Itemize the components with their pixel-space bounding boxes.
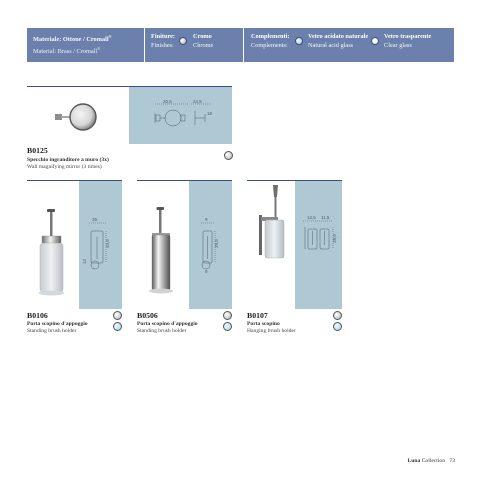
dimension-label: 11,5 bbox=[321, 215, 330, 220]
product-name-en: Wall magnifying mirror (3 times) bbox=[27, 164, 102, 170]
dimension-label: 35 bbox=[92, 217, 98, 222]
page-footer bbox=[408, 458, 455, 464]
technical-drawing-mirror bbox=[129, 87, 232, 144]
registered-mark-en: ® bbox=[97, 45, 101, 51]
satin-glass-swatch-icon bbox=[295, 37, 303, 45]
finishes-label-it: Finiture: bbox=[151, 33, 176, 40]
product-name-en: Standing brush holder bbox=[27, 328, 77, 334]
product-photo-b0107 bbox=[247, 181, 295, 309]
product-name-it: Porta scopino d'appoggio bbox=[27, 321, 88, 327]
technical-drawing-b0506 bbox=[189, 181, 232, 309]
brush-holder-drawing-icon bbox=[189, 181, 232, 309]
clear-glass-it: Vetro trasparente bbox=[384, 33, 432, 40]
product-name-it: Porta scopino d'appoggio bbox=[137, 321, 198, 327]
header-band bbox=[27, 28, 454, 62]
satin-glass-finish-icon bbox=[223, 322, 232, 331]
chrome-finish-icon bbox=[224, 151, 233, 160]
finishes-value-en: Chrome bbox=[193, 41, 214, 49]
clear-glass-cell bbox=[384, 33, 431, 50]
mirror-drawing-icon bbox=[129, 87, 232, 144]
dimension-label: 24,5 bbox=[193, 99, 202, 104]
technical-drawing-b0107 bbox=[295, 181, 342, 309]
materials-cell bbox=[33, 33, 112, 56]
complements-label-it: Complementi: bbox=[251, 33, 290, 40]
product-name-en: Standing brush holder bbox=[137, 328, 187, 334]
satin-glass-en: Natural acid glass bbox=[308, 41, 354, 49]
complements-label-cell bbox=[251, 33, 289, 50]
dimension-label: 9 bbox=[205, 269, 208, 274]
satin-glass-cell bbox=[308, 33, 368, 50]
complements-label-en: Complements: bbox=[251, 41, 288, 49]
finishes-label-en: Finishes: bbox=[151, 41, 174, 49]
footer-collection: Collection bbox=[421, 458, 445, 464]
product-photo-b0506 bbox=[137, 181, 189, 309]
product-photo-b0106 bbox=[27, 181, 79, 309]
chrome-swatch-icon bbox=[179, 37, 187, 45]
hanging-brush-holder-photo-icon bbox=[247, 181, 295, 309]
footer-brand: Luna bbox=[407, 458, 421, 464]
finishes-value-cell bbox=[193, 33, 213, 50]
satin-glass-it: Vetro acidato naturale bbox=[308, 33, 369, 40]
satin-glass-finish-icon bbox=[333, 322, 342, 331]
clear-glass-swatch-icon bbox=[371, 37, 379, 45]
finishes-value-it: Cromo bbox=[193, 33, 212, 40]
chrome-finish-icon bbox=[223, 311, 232, 320]
hanging-brush-holder-drawing-icon bbox=[295, 181, 342, 309]
header-divider bbox=[144, 28, 145, 62]
dimension-label: 9 bbox=[205, 217, 208, 222]
clear-glass-en: Clear glass bbox=[384, 41, 412, 49]
materials-en: Material: Brass / Cromall bbox=[33, 47, 98, 55]
materials-it: Materiale: Ottone / Cromall bbox=[33, 36, 109, 44]
technical-drawing-b0106 bbox=[79, 181, 122, 309]
dimension-label: 39,5 bbox=[331, 234, 337, 243]
product-code: B0107 bbox=[247, 311, 268, 320]
dimension-label: 12,5 bbox=[307, 215, 316, 220]
product-code: B0506 bbox=[137, 311, 158, 320]
footer-page-number: 73 bbox=[449, 458, 455, 464]
chrome-finish-icon bbox=[333, 311, 342, 320]
product-name-it: Porta scopino bbox=[247, 321, 280, 327]
brush-holder-photo-icon bbox=[27, 181, 79, 309]
mirror-photo-icon bbox=[27, 87, 129, 144]
brush-holder-drawing-icon bbox=[79, 181, 122, 309]
dimension-label: 39,5 bbox=[213, 239, 219, 248]
dimension-label: 12 bbox=[82, 258, 88, 265]
dimension-label: 20,5 bbox=[163, 99, 172, 104]
registered-mark: ® bbox=[108, 34, 112, 39]
dimension-label: 18 bbox=[207, 111, 213, 116]
finishes-label-cell bbox=[151, 33, 175, 50]
dimension-label: 43,5 bbox=[104, 239, 110, 248]
product-name-it: Specchio ingranditore a muro (3x) bbox=[27, 157, 109, 163]
brush-holder-photo-icon bbox=[137, 181, 189, 309]
product-name-en: Hanging brush holder bbox=[247, 328, 296, 334]
chrome-finish-icon bbox=[113, 311, 122, 320]
header-divider bbox=[243, 28, 244, 62]
satin-glass-finish-icon bbox=[113, 322, 122, 331]
product-code: B0106 bbox=[27, 311, 48, 320]
product-code: B0125 bbox=[27, 146, 48, 155]
product-photo-mirror bbox=[27, 87, 129, 144]
